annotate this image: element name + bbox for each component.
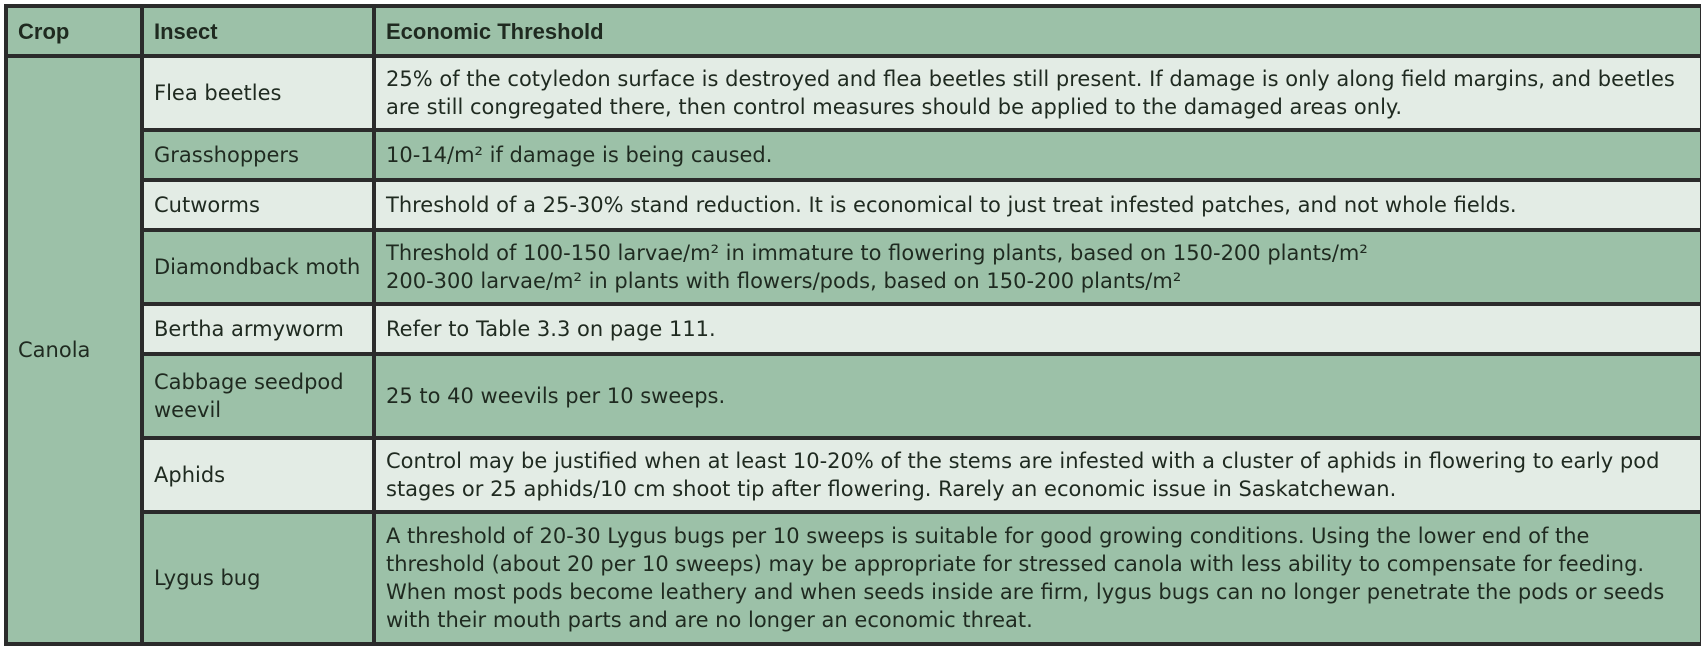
table-row — [6, 230, 1701, 304]
threshold-cell: 10-14/m² if damage is being caused. — [374, 130, 1701, 180]
insect-cell: Flea beetles — [142, 56, 374, 130]
insect-cell: Diamondback moth — [142, 230, 374, 304]
header-economic-threshold: Economic Threshold — [374, 6, 1701, 56]
table-row — [6, 438, 1701, 512]
threshold-cell: Control may be justified when at least 10-20% of the stems are infested with a cluster of aphids in flowering to early pod stages or 25 aphids/10 cm shoot tip after flowering. Rarely an economic issue in Saskatchewan. — [374, 438, 1701, 512]
table-row — [6, 56, 1701, 130]
threshold-cell: Threshold of a 25-30% stand reduction. It is economical to just treat infested patches, and not whole fields. — [374, 180, 1701, 230]
economic-threshold-table — [4, 4, 1701, 646]
economic-threshold-table-container — [4, 4, 1700, 646]
crop-cell: Canola — [6, 56, 142, 644]
insect-cell: Cutworms — [142, 180, 374, 230]
threshold-line: Threshold of 100-150 larvae/m² in immature to flowering plants, based on 150-200 plants/m² — [386, 241, 1368, 265]
table-row — [6, 354, 1701, 438]
insect-cell: Bertha armyworm — [142, 304, 374, 354]
threshold-cell: 25% of the cotyledon surface is destroyed and flea beetles still present. If damage is only along field margins, and beetles are still congregated there, then control measures should be applied to the damaged areas only. — [374, 56, 1701, 130]
insect-cell: Cabbage seedpod weevil — [142, 354, 374, 438]
table-row — [6, 304, 1701, 354]
table-row — [6, 512, 1701, 644]
insect-cell: Aphids — [142, 438, 374, 512]
insect-cell: Lygus bug — [142, 512, 374, 644]
threshold-cell — [374, 230, 1701, 304]
table-row — [6, 180, 1701, 230]
header-insect: Insect — [142, 6, 374, 56]
table-row — [6, 130, 1701, 180]
insect-cell: Grasshoppers — [142, 130, 374, 180]
threshold-line: 200-300 larvae/m² in plants with flowers/pods, based on 150-200 plants/m² — [386, 269, 1182, 293]
header-row — [6, 6, 1701, 56]
threshold-cell: A threshold of 20-30 Lygus bugs per 10 sweeps is suitable for good growing conditions. Using the lower end of the threshold (about 20 per 10 sweeps) may be appropriate for stressed canola with less ability to compensate for feeding. When most pods become leathery and when seeds inside are firm, lygus bugs can no longer penetrate the pods or seeds with their mouth parts and are no longer an economic threat. — [374, 512, 1701, 644]
threshold-cell: Refer to Table 3.3 on page 111. — [374, 304, 1701, 354]
threshold-cell: 25 to 40 weevils per 10 sweeps. — [374, 354, 1701, 438]
header-crop: Crop — [6, 6, 142, 56]
